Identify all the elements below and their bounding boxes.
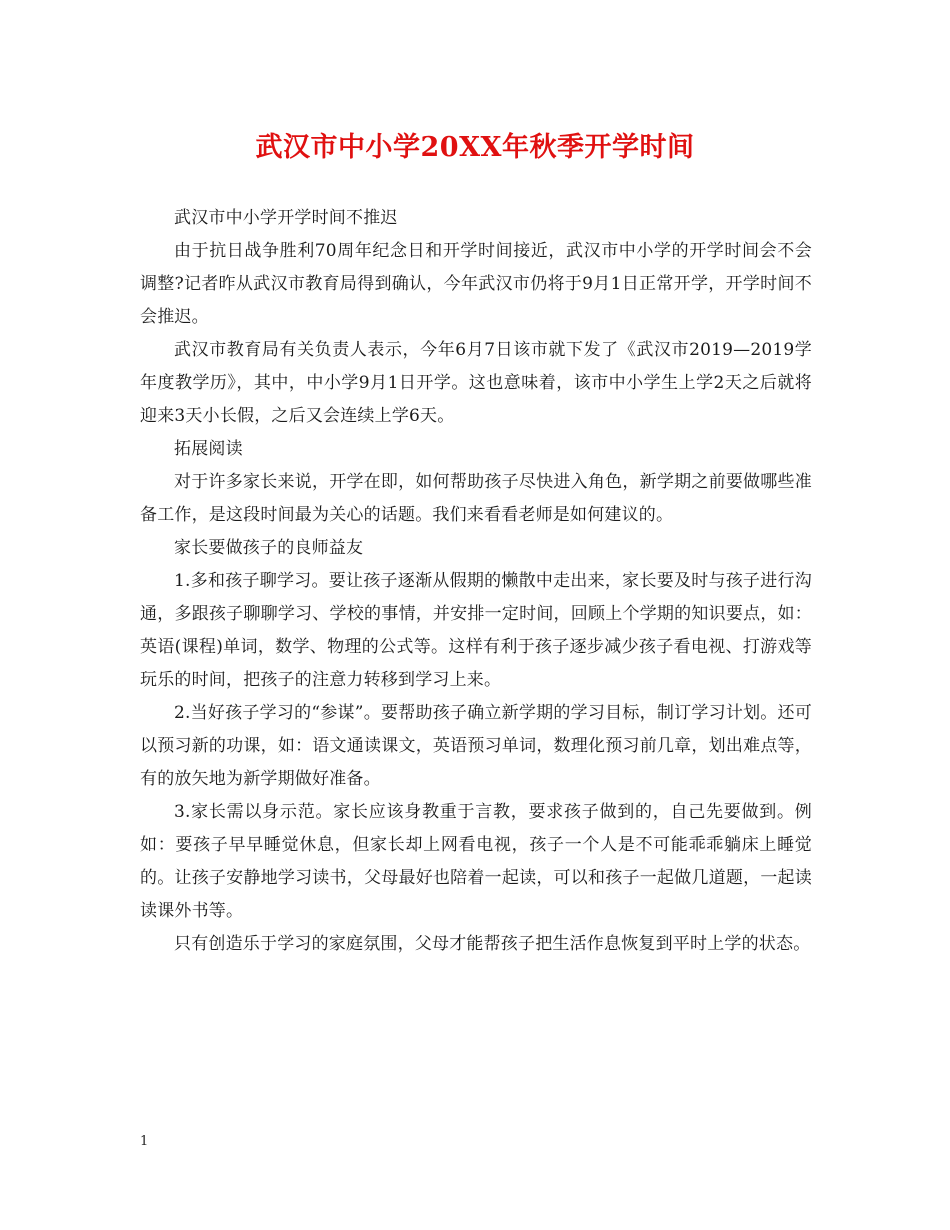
paragraph-tip-1: 1.多和孩子聊学习。要让孩子逐渐从假期的懒散中走出来，家长要及时与孩子进行沟通，多跟孩子聊聊学习、学校的事情，并安排一定时间，回顾上个学期的知识要点，如：英语(课程)单词，数学、物理的公式等。这样有利于孩子逐步减少孩子看电视、打游戏等玩乐的时间，把孩子的注意力转移到学习上来。 xyxy=(140,571,812,690)
paragraph-confirmation: 由于抗日战争胜利70周年纪念日和开学时间接近，武汉市中小学的开学时间会不会调整?记者昨从武汉市教育局得到确认，今年武汉市仍将于9月1日正常开学，开学时间不会推迟。 xyxy=(140,241,812,327)
paragraph-calendar: 武汉市教育局有关负责人表示，今年6月7日该市就下发了《武汉市2019—2019学年度教学历》，其中，中小学9月1日开学。这也意味着，该市中小学生上学2天之后就将迎来3天小长假，之后又会连续上学6天。 xyxy=(140,340,812,426)
paragraph-subheading-extended-reading: 拓展阅读 xyxy=(174,439,243,459)
paragraph-conclusion: 只有创造乐于学习的家庭氛围，父母才能帮孩子把生活作息恢复到平时上学的状态。 xyxy=(174,934,811,954)
document-body xyxy=(140,202,812,961)
paragraph-subheading-no-delay: 武汉市中小学开学时间不推迟 xyxy=(174,208,398,228)
paragraph-subheading-mentor: 家长要做孩子的良师益友 xyxy=(174,538,364,558)
document-title: 武汉市中小学20XX年秋季开学时间 xyxy=(255,132,695,163)
paragraph-tip-2: 2.当好孩子学习的“参谋”。要帮助孩子确立新学期的学习目标，制订学习计划。还可以预习新的功课，如：语文通读课文，英语预习单词，数理化预习前几章，划出难点等，有的放矢地为新学期做好准备。 xyxy=(140,703,812,789)
paragraph-tip-3: 3.家长需以身示范。家长应该身教重于言教，要求孩子做到的，自己先要做到。例如：要孩子早早睡觉休息，但家长却上网看电视，孩子一个人是不可能乖乖躺床上睡觉的。让孩子安静地学习读书，父母最好也陪着一起读，可以和孩子一起做几道题，一起读读课外书等。 xyxy=(140,802,812,921)
paragraph-parents-intro: 对于许多家长来说，开学在即，如何帮助孩子尽快进入角色，新学期之前要做哪些准备工作，是这段时间最为关心的话题。我们来看看老师是如何建议的。 xyxy=(140,472,812,525)
page-number: 1 xyxy=(140,1134,149,1149)
